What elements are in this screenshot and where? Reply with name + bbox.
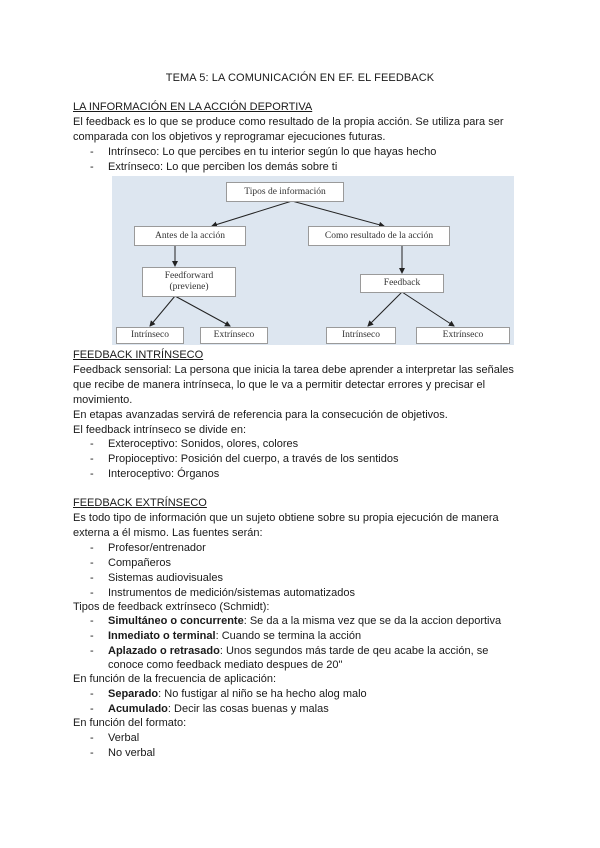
document-page: TEMA 5: LA COMUNICACIÓN EN EF. EL FEEDBACK LA INFORMACIÓN EN LA ACCIÓN DEPORTIVA El feedback es lo que se produce como resultado de la propia acción. Se utiliza para ser comparada con los objetivos y reprogramar ejecuciones futuras. - Intrínseco: Lo que percibes en tu interior según lo que hayas hecho - Extrínseco: Lo que perciben los demás sobre ti Tipos de información Antes de la acción Como resultado de la acción Feedforward (previene) Feedback Intrínseco Extrínseco Intrínseco Extrínseco FEEDBACK INTRÍNSECO Feedback sensorial: La persona que inicia la tarea debe aprender a interpretar las señales que recibe de manera intrínseca, lo que le va a permitir detectar errores y precisar el movimiento. En etapas avanzadas servirá de referencia para la consecución de objetivos. El feedback intrínseco se divide en: - Exteroceptivo: Sonidos, olores, colores - Propioceptivo: Posición del cuerpo, a través de los sentidos - Interoceptivo: Órganos FEEDBACK EXTRÍNSECO Es todo tipo de información que un sujeto obtiene sobre su propia ejecución de manera externa a él mismo. Las fuentes serán: - Profesor/entrenador - Compañeros - Sistemas audiovisuales - Instrumentos de medición/sistemas automatizados Tipos de feedback extrínseco (Schmidt): - Simultáneo o concurrente: Se da a la misma vez que se da la accion deportiva - Inmediato o terminal: Cuando se termina la acción - Aplazado o retrasado: Unos segundos más tarde de qeu acabe la acción, se conoce como feedback mediato despues de 20" En función de la frecuencia de aplicación: - Separado: No fustigar al niño se ha hecho alog malo - Acumulado: Decir las cosas buenas y malas En función del formato: - Verbal - No verbal [0, 0, 600, 848]
paragraph-line: externa a él mismo. Las fuentes serán: [73, 527, 263, 539]
section-heading-feedback-intrinseco: FEEDBACK INTRÍNSECO [73, 349, 204, 361]
paragraph-line: En función de la frecuencia de aplicación: [73, 673, 277, 685]
term-bold: Aplazado o retrasado [108, 645, 220, 657]
information-types-diagram [112, 176, 514, 345]
list-item-text: Compañeros [108, 557, 171, 569]
paragraph-line: El feedback es lo que se produce como resultado de la propia acción. Se utiliza para ser [73, 116, 504, 128]
diagram-node-after: Como resultado de la acción [308, 226, 450, 246]
feedforward-label: Feedforward [164, 271, 214, 281]
section-heading-informacion: LA INFORMACIÓN EN LA ACCIÓN DEPORTIVA [73, 101, 313, 113]
paragraph-line: movimiento. [73, 394, 133, 406]
paragraph-line: Tipos de feedback extrínseco (Schmidt): [73, 601, 270, 613]
diagram-node-feedforward [142, 267, 236, 297]
list-item-text: Extrínseco: Lo que perciben los demás sobre ti [108, 161, 338, 173]
list-item-text: Interoceptivo: Órganos [108, 468, 220, 480]
list-item-text: No verbal [108, 747, 156, 759]
term-description: : Se da a la misma vez que se da la accion deportiva [243, 615, 502, 627]
paragraph-line: En función del formato: [73, 717, 187, 729]
term-bold: Separado [108, 688, 159, 700]
list-item-text: Exteroceptivo: Sonidos, olores, colores [108, 438, 299, 450]
diagram-node-intrinseco-left: Intrínseco [116, 327, 184, 344]
paragraph-line: Feedback sensorial: La persona que inicia la tarea debe aprender a interpretar las señales [73, 364, 514, 376]
term-description: : Unos segundos más tarde de qeu acabe la acción, se [219, 645, 489, 657]
diagram-node-root: Tipos de información [226, 182, 344, 202]
paragraph-line: que recibe de manera intrínseca, lo que le va a permitir detectar errores y precisar el [73, 379, 486, 391]
list-item-continuation: conoce como feedback mediato despues de 20" [108, 659, 343, 671]
page-title: TEMA 5: LA COMUNICACIÓN EN EF. EL FEEDBACK [165, 72, 435, 84]
diagram-node-feedback: Feedback [360, 274, 444, 293]
term-bold: Simultáneo o concurrente [108, 615, 244, 627]
paragraph-line: En etapas avanzadas servirá de referencia para la consecución de objetivos. [73, 409, 448, 421]
feedforward-sublabel: (previene) [169, 282, 209, 292]
term-description: : Cuando se termina la acción [215, 630, 362, 642]
paragraph-line: comparada con los objetivos y reprogramar ejecuciones futuras. [73, 131, 386, 143]
list-item-text: Sistemas audiovisuales [108, 572, 223, 584]
list-item-text: Intrínseco: Lo que percibes en tu interior según lo que hayas hecho [108, 146, 437, 158]
term-bold: Inmediato o terminal [108, 630, 216, 642]
term-description: : No fustigar al niño se ha hecho alog malo [158, 688, 367, 700]
diagram-node-extrinseco-right: Extrínseco [416, 327, 510, 344]
section-heading-feedback-extrinseco: FEEDBACK EXTRÍNSECO [73, 497, 207, 509]
diagram-node-intrinseco-right: Intrínseco [326, 327, 396, 344]
list-item-text: Verbal [108, 732, 140, 744]
diagram-node-extrinseco-left: Extrínseco [200, 327, 268, 344]
paragraph-line: Es todo tipo de información que un sujeto obtiene sobre su propia ejecución de manera [73, 512, 499, 524]
list-item-text: Propioceptivo: Posición del cuerpo, a través de los sentidos [108, 453, 399, 465]
list-item-text: Profesor/entrenador [108, 542, 206, 554]
term-description: : Decir las cosas buenas y malas [167, 703, 329, 715]
paragraph-line: El feedback intrínseco se divide en: [73, 424, 247, 436]
diagram-node-before: Antes de la acción [134, 226, 246, 246]
term-bold: Acumulado [108, 703, 168, 715]
list-item-text: Instrumentos de medición/sistemas automatizados [108, 587, 356, 599]
